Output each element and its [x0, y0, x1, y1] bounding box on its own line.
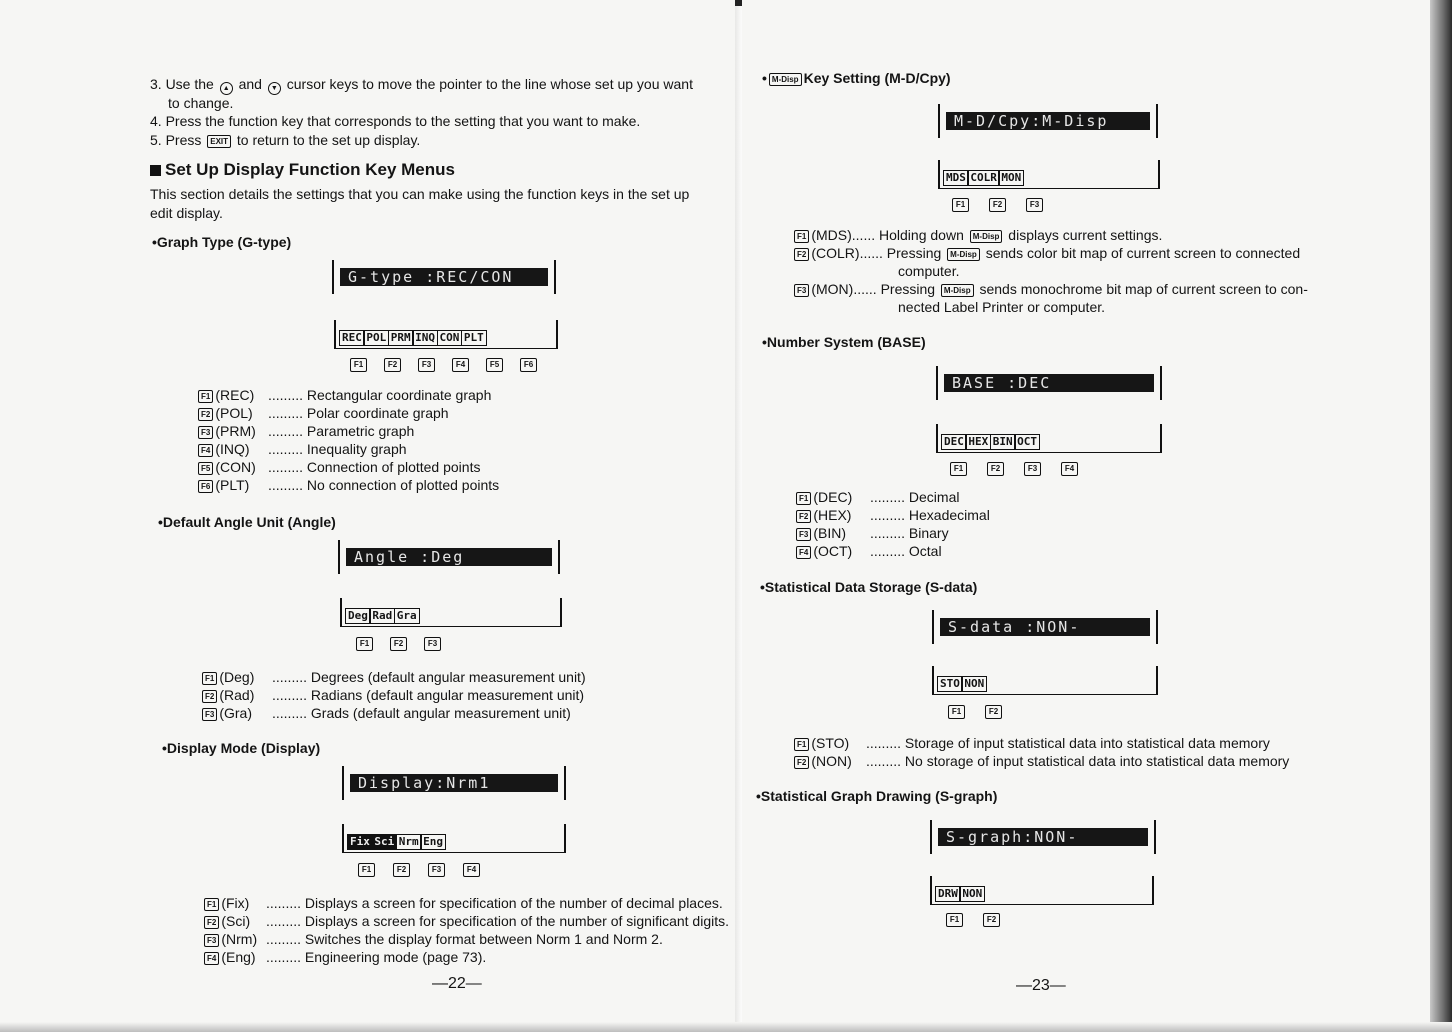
definition-text: Displays a screen for specification of the number of decimal places.	[304, 895, 723, 911]
display-menu-cells	[347, 834, 445, 850]
definition-row	[794, 506, 990, 524]
definition-label: (NON)	[811, 753, 852, 769]
definition-text: Decimal	[908, 489, 960, 505]
function-key-icon: F1	[946, 913, 963, 927]
bottom-edge-shadow	[0, 1022, 1452, 1032]
function-key-icon: F5	[486, 358, 503, 372]
sdata-menu	[932, 666, 1158, 695]
definition-label: (STO)	[811, 735, 850, 751]
function-key-icon: F2	[989, 198, 1006, 212]
m-disp-key-icon: M-Disp	[947, 248, 980, 261]
function-key-icon: F1	[358, 863, 375, 877]
base-fkeys	[950, 462, 1078, 476]
menu-cell: OCT	[1014, 434, 1040, 450]
definition-label: (INQ)	[215, 441, 250, 457]
angle-menu-cells	[345, 608, 418, 624]
definition-row	[792, 244, 1300, 262]
sgraph-heading: •Statistical Graph Drawing (S-graph)	[756, 788, 998, 804]
menu-cell: MON	[998, 170, 1024, 186]
definition-row	[794, 542, 942, 560]
definition-row	[794, 524, 949, 542]
mdcpy-heading	[762, 70, 951, 86]
step-3-and: and	[238, 76, 262, 92]
function-key-icon: F1	[794, 230, 809, 243]
definition-text: sends color bit map of current screen to connected	[981, 245, 1301, 261]
function-key-icon: F3	[794, 284, 809, 297]
function-key-icon: F6	[198, 480, 213, 493]
definition-row	[196, 440, 407, 458]
leader-dots: .........	[266, 931, 305, 947]
definition-row	[196, 476, 500, 494]
definition-text: Parametric graph	[306, 423, 415, 439]
definition-text: Engineering mode (page 73).	[304, 949, 487, 965]
leader-dots: .........	[266, 913, 305, 929]
leader-dots: .........	[268, 477, 307, 493]
definition-label: (Deg)	[219, 669, 255, 685]
definition-label: (Fix)	[221, 895, 250, 911]
function-key-icon: F1	[356, 637, 373, 651]
function-key-icon: F2	[204, 916, 219, 929]
function-key-icon: F2	[983, 913, 1000, 927]
angle-heading: •Default Angle Unit (Angle)	[158, 514, 336, 530]
function-key-icon: F3	[198, 426, 213, 439]
sgraph-menu	[930, 876, 1154, 905]
sgraph-fkeys	[946, 913, 1000, 927]
menu-cell: Fix	[347, 834, 373, 850]
menu-cell: BIN	[990, 434, 1016, 450]
definition-label: (PRM)	[215, 423, 256, 439]
function-key-icon: F3	[418, 358, 435, 372]
function-key-icon: F2	[202, 690, 217, 703]
gtype-menu	[334, 320, 558, 349]
mdcpy-menu-cells	[943, 170, 1023, 186]
definition-label: (BIN)	[813, 525, 847, 541]
definition-row	[196, 386, 492, 404]
definition-row	[200, 686, 585, 704]
gtype-lcd-text: G-type :REC/CON	[340, 268, 548, 286]
definition-text: Hexadecimal	[908, 507, 990, 523]
angle-lcd	[338, 540, 560, 574]
definition-text: Displays a screen for specification of the number of significant digits.	[304, 913, 730, 929]
menu-cell: PLT	[461, 330, 487, 346]
sdata-menu-cells	[937, 676, 986, 692]
definition-row	[792, 280, 1308, 298]
definition-desc	[268, 440, 407, 458]
definition-label: (HEX)	[813, 507, 852, 523]
leader-dots: .........	[870, 507, 909, 523]
angle-lcd-text: Angle :Deg	[346, 548, 552, 566]
function-key-icon: F1	[952, 198, 969, 212]
section-desc-2: edit display.	[150, 205, 223, 221]
angle-menu	[340, 598, 562, 627]
function-key-icon: F4	[452, 358, 469, 372]
menu-cell: Sci	[371, 834, 397, 850]
section-desc-1: This section details the settings that you can make using the function keys in the set up	[150, 186, 690, 202]
definition-label: (Sci)	[221, 913, 251, 929]
definition-text: Octal	[908, 543, 942, 559]
menu-cell: Rad	[369, 608, 395, 624]
definition-label: (POL)	[215, 405, 253, 421]
definition-desc	[272, 686, 584, 704]
sgraph-lcd	[930, 820, 1156, 854]
sdata-lcd-text: S-data :NON-	[940, 618, 1150, 636]
menu-cell: Gra	[394, 608, 420, 624]
base-menu	[936, 424, 1162, 453]
function-key-icon: F2	[796, 510, 811, 523]
leader-dots: .........	[272, 705, 311, 721]
definition-row	[196, 422, 415, 440]
definition-text: Rectangular coordinate graph	[306, 387, 492, 403]
up-cursor-icon: ▲	[220, 82, 233, 95]
function-key-icon: F4	[198, 444, 213, 457]
menu-cell: POL	[363, 330, 389, 346]
function-key-icon: F2	[987, 462, 1004, 476]
function-key-icon: F1	[794, 738, 809, 751]
down-cursor-icon: ▼	[268, 82, 281, 95]
definition-desc	[266, 894, 723, 912]
function-key-icon: F2	[985, 705, 1002, 719]
base-menu-cells	[941, 434, 1039, 450]
definition-text: Pressing	[880, 281, 939, 297]
display-lcd	[342, 766, 566, 800]
function-key-icon: F1	[796, 492, 811, 505]
definition-desc	[870, 488, 959, 506]
exit-key-icon: EXIT	[207, 135, 231, 148]
right-page	[742, 0, 1452, 1032]
base-lcd	[936, 366, 1162, 400]
menu-cell: DRW	[935, 886, 961, 902]
step-5-prefix: 5. Press	[150, 132, 202, 148]
mdcpy-menu	[938, 160, 1160, 189]
function-key-icon: F4	[463, 863, 480, 877]
definition-text: No connection of plotted points	[306, 477, 500, 493]
definition-row	[202, 948, 487, 966]
leader-dots: .........	[866, 753, 905, 769]
function-key-icon: F3	[202, 708, 217, 721]
definition-text: Storage of input statistical data into statistical data memory	[904, 735, 1270, 751]
function-key-icon: F1	[202, 672, 217, 685]
m-disp-key-icon: M-Disp	[941, 284, 974, 297]
leader-dots: .........	[266, 895, 305, 911]
definition-label: (Rad)	[219, 687, 255, 703]
definition-cont: computer.	[898, 263, 960, 279]
definition-desc	[272, 704, 571, 722]
function-key-icon: F3	[796, 528, 811, 541]
display-lcd-text: Display:Nrm1	[350, 774, 558, 792]
definition-text: Degrees (default angular measurement unit)	[310, 669, 586, 685]
page-edge-shadow	[1430, 0, 1452, 1032]
page-number-left: —22—	[432, 975, 482, 992]
sdata-lcd	[932, 610, 1158, 644]
function-key-icon: F3	[1026, 198, 1043, 212]
definition-text: Radians (default angular measurement unit)	[310, 687, 585, 703]
definition-label: (PLT)	[215, 477, 250, 493]
function-key-icon: F2	[393, 863, 410, 877]
menu-cell: REC	[339, 330, 365, 346]
function-key-icon: F5	[198, 462, 213, 475]
definition-desc	[870, 524, 949, 542]
definition-desc	[268, 476, 499, 494]
function-key-icon: F1	[198, 390, 213, 403]
definition-text: Holding down	[879, 227, 968, 243]
definition-cont: nected Label Printer or computer.	[898, 299, 1106, 315]
definition-text: Switches the display format between Norm 1 and Norm 2.	[304, 931, 663, 947]
function-key-icon: F3	[204, 934, 219, 947]
mdcpy-lcd-text: M-D/Cpy:M-Disp	[946, 112, 1150, 130]
menu-cell: HEX	[965, 434, 991, 450]
mdcpy-heading-text: Key Setting (M-D/Cpy)	[803, 70, 951, 86]
definition-row	[792, 752, 1290, 770]
definition-row	[202, 930, 663, 948]
menu-cell: Nrm	[396, 834, 422, 850]
function-key-icon: F2	[198, 408, 213, 421]
gtype-heading: •Graph Type (G-type)	[152, 234, 292, 250]
definition-row	[196, 458, 481, 476]
definition-text: Binary	[908, 525, 949, 541]
sgraph-menu-cells	[935, 886, 984, 902]
function-key-icon: F4	[796, 546, 811, 559]
section-title	[150, 160, 455, 180]
definition-desc	[266, 912, 729, 930]
step-3-suffix: cursor keys to move the pointer to the line whose set up you want	[286, 76, 693, 92]
leader-dots: .........	[272, 669, 311, 685]
step-5	[150, 132, 420, 149]
section-title-text: Set Up Display Function Key Menus	[165, 160, 455, 179]
function-key-icon: F2	[390, 637, 407, 651]
definition-desc	[268, 458, 480, 476]
function-key-icon: F3	[1024, 462, 1041, 476]
definition-label: (Nrm)	[221, 931, 258, 947]
definition-row	[792, 226, 1162, 244]
definition-row	[202, 894, 723, 912]
function-key-icon: F2	[794, 248, 809, 261]
definition-desc	[266, 948, 486, 966]
definition-label: (MON)......	[811, 281, 881, 297]
leader-dots: .........	[870, 543, 909, 559]
leader-dots: .........	[268, 387, 307, 403]
function-key-icon: F4	[204, 952, 219, 965]
bullet: •	[762, 70, 767, 86]
leader-dots: .........	[268, 441, 307, 457]
sdata-heading: •Statistical Data Storage (S-data)	[760, 579, 978, 595]
gtype-fkeys	[350, 358, 537, 372]
definition-text: sends monochrome bit map of current screen to con-	[975, 281, 1308, 297]
step-3-cont: to change.	[168, 95, 234, 111]
definition-text: Polar coordinate graph	[306, 405, 449, 421]
definition-label: (Eng)	[221, 949, 256, 965]
leader-dots: .........	[268, 423, 307, 439]
gtype-lcd	[332, 260, 556, 294]
definition-label: (DEC)	[813, 489, 853, 505]
definition-text: Inequality graph	[306, 441, 407, 457]
sdata-fkeys	[948, 705, 1002, 719]
definition-desc	[866, 752, 1289, 770]
step-5-suffix: to return to the set up display.	[236, 132, 421, 148]
definition-row	[202, 912, 730, 930]
sgraph-lcd-text: S-graph:NON-	[938, 828, 1148, 846]
definition-label: (Gra)	[219, 705, 253, 721]
definition-desc	[266, 930, 663, 948]
display-heading: •Display Mode (Display)	[162, 740, 321, 756]
function-key-icon: F1	[204, 898, 219, 911]
function-key-icon: F1	[350, 358, 367, 372]
menu-cell: STO	[937, 676, 963, 692]
gtype-menu-cells	[339, 330, 485, 346]
function-key-icon: F1	[948, 705, 965, 719]
leader-dots: .........	[266, 949, 305, 965]
definition-label: (REC)	[215, 387, 255, 403]
definition-desc	[268, 386, 491, 404]
menu-cell: Deg	[345, 608, 371, 624]
square-bullet-icon	[150, 165, 161, 176]
function-key-icon: F6	[520, 358, 537, 372]
function-key-icon: F3	[428, 863, 445, 877]
definition-row	[200, 668, 586, 686]
definition-label: (MDS)......	[811, 227, 880, 243]
definition-row	[200, 704, 571, 722]
definition-label: (OCT)	[813, 543, 853, 559]
step-3	[150, 76, 693, 95]
definition-row	[794, 488, 960, 506]
definition-row	[792, 734, 1270, 752]
definition-desc	[268, 422, 414, 440]
base-lcd-text: BASE :DEC	[944, 374, 1154, 392]
definition-desc	[870, 542, 942, 560]
menu-cell: Eng	[420, 834, 446, 850]
base-heading: •Number System (BASE)	[762, 334, 926, 350]
definition-label: (CON)	[215, 459, 256, 475]
page-number-right: —23—	[1016, 977, 1066, 994]
definition-desc	[268, 404, 449, 422]
menu-cell: PRM	[388, 330, 414, 346]
display-fkeys	[358, 863, 480, 877]
menu-cell: INQ	[412, 330, 438, 346]
definition-desc	[870, 506, 990, 524]
function-key-icon: F1	[950, 462, 967, 476]
m-disp-key-icon: M-Disp	[970, 230, 1003, 243]
menu-cell: CON	[437, 330, 463, 346]
leader-dots: .........	[272, 687, 311, 703]
leader-dots: .........	[268, 459, 307, 475]
step-4: 4. Press the function key that corresponds to the setting that you want to make.	[150, 113, 641, 129]
leader-dots: .........	[866, 735, 905, 751]
menu-cell: NON	[959, 886, 985, 902]
function-key-icon: F4	[1061, 462, 1078, 476]
function-key-icon: F2	[794, 756, 809, 769]
definition-text: Grads (default angular measurement unit)	[310, 705, 571, 721]
leader-dots: .........	[268, 405, 307, 421]
menu-cell: MDS	[943, 170, 969, 186]
definition-text: displays current settings.	[1004, 227, 1163, 243]
definition-row	[196, 404, 449, 422]
menu-cell: COLR	[967, 170, 1000, 186]
menu-cell: NON	[961, 676, 987, 692]
display-menu	[342, 824, 566, 853]
step-3-prefix: 3. Use the	[150, 76, 214, 92]
angle-fkeys	[356, 637, 441, 651]
leader-dots: .........	[870, 525, 909, 541]
definition-desc	[272, 668, 586, 686]
leader-dots: .........	[870, 489, 909, 505]
mdcpy-lcd	[938, 104, 1158, 138]
function-key-icon: F2	[384, 358, 401, 372]
function-key-icon: F3	[424, 637, 441, 651]
definition-desc	[866, 734, 1270, 752]
menu-cell: DEC	[941, 434, 967, 450]
mdcpy-fkeys	[952, 198, 1043, 212]
definition-text: Connection of plotted points	[306, 459, 481, 475]
m-disp-key-icon: M-Disp	[769, 73, 802, 86]
definition-text: No storage of input statistical data into statistical data memory	[904, 753, 1290, 769]
definition-text: Pressing	[886, 245, 946, 261]
definition-label: (COLR)......	[811, 245, 887, 261]
